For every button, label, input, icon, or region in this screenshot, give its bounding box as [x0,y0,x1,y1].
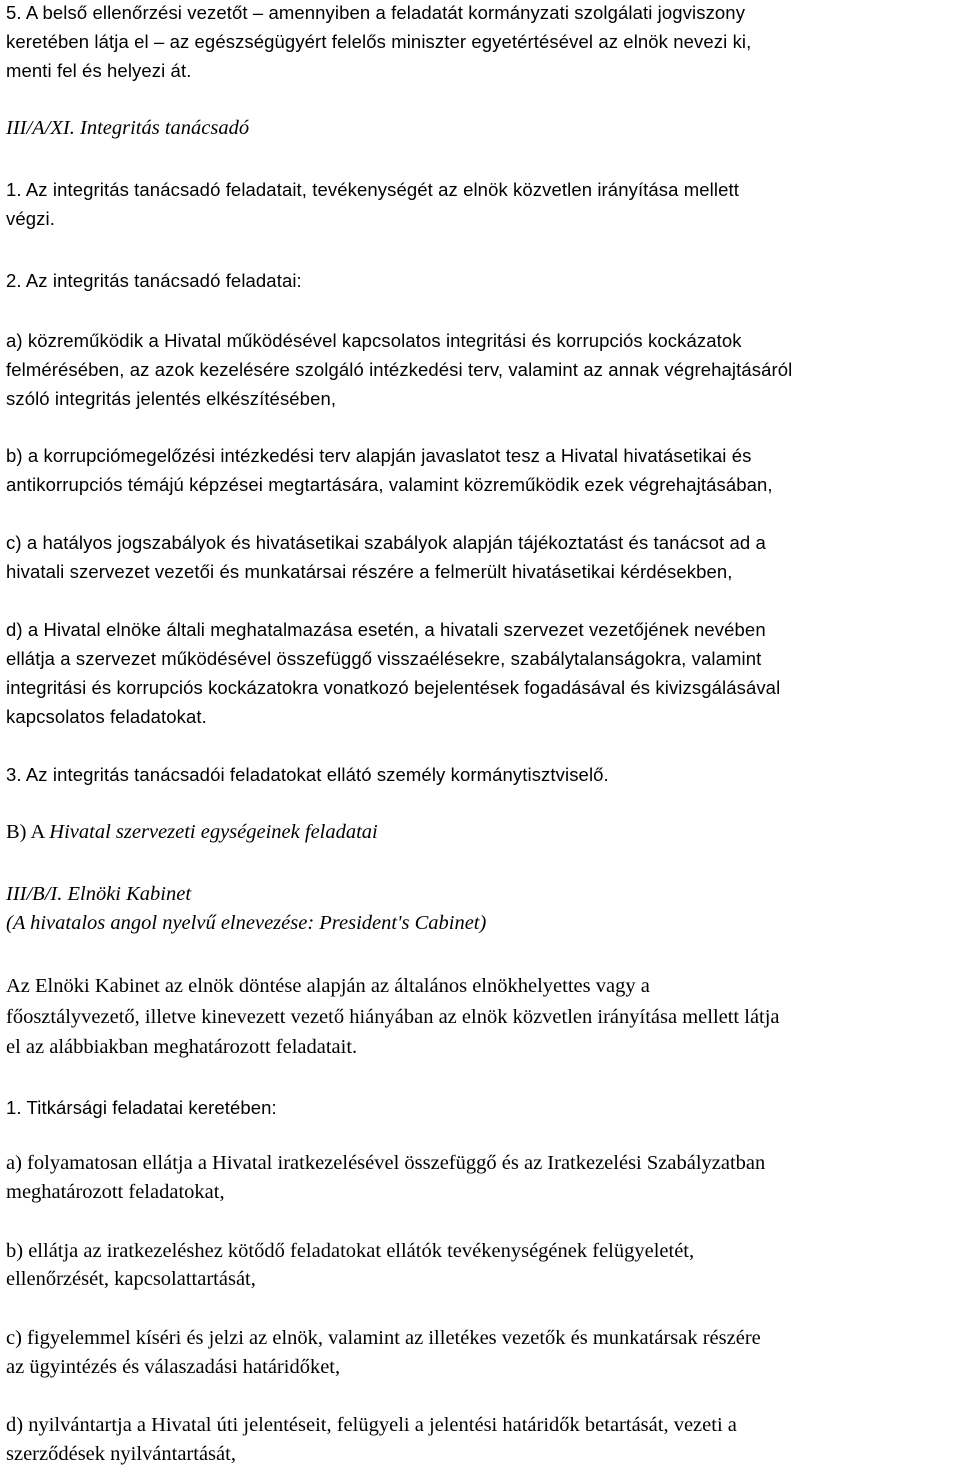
text-line: szóló integritás jelentés elkészítésében, [6,388,337,409]
text-line: c) a hatályos jogszabályok és hivatásetikai szabályok alapján tájékoztatást és tanácsot ad a [6,532,766,553]
text-line: d) a Hivatal elnöke általi meghatalmazása esetén, a hivatali szervezet vezetőjének nevében [6,619,766,640]
heading-italic: Hivatal szervezeti egységeinek feladatai [49,821,378,843]
text-line: keretében látja el – az egészségügyért felelős miniszter egyetértésével az elnök nevezi ki, [6,31,752,52]
text-line: b) a korrupciómegelőzési intézkedési terv alapján javaslatot tesz a Hivatal hivatásetikai és [6,445,752,466]
text-line: a) folyamatosan ellátja a Hivatal iratkezelésével összefüggő és az Iratkezelési Szabályzatban [6,1152,766,1174]
text-line: Az Elnöki Kabinet az elnök döntése alapján az általános elnökhelyettes vagy a [6,975,650,997]
text-line: 3. Az integritás tanácsadói feladatokat ellátó személy kormánytisztviselő. [6,764,609,785]
heading-prefix: B) A [6,821,50,843]
text-line: c) figyelemmel kíséri és jelzi az elnök, valamint az illetékes vezetők és munkatársak részére [6,1327,761,1349]
text-line: hivatali szervezet vezetői és munkatársai részére a felmerült hivatásetikai kérdésekben, [6,561,733,582]
text-line: kapcsolatos feladatokat. [6,706,207,727]
text-line: 2. Az integritás tanácsadó feladatai: [6,270,302,291]
text-line: el az alábbiakban meghatározott feladatait. [6,1036,358,1058]
text-line: menti fel és helyezi át. [6,60,192,81]
text-line: meghatározott feladatokat, [6,1181,225,1203]
section-heading: III/B/I. Elnöki Kabinet [6,883,192,905]
text-line: főosztályvezető, illetve kinevezett vezető hiányában az elnök közvetlen irányítása mellett látja [6,1006,780,1028]
text-line: a) közreműködik a Hivatal működésével kapcsolatos integritási és korrupciós kockázatok [6,330,742,351]
section-heading [6,818,378,847]
text-line: b) ellátja az iratkezeléshez kötődő feladatokat ellátók tevékenységének felügyeletét, [6,1240,695,1262]
section-heading: III/A/XI. Integritás tanácsadó [6,117,250,139]
section-subtitle: (A hivatalos angol nyelvű elnevezése: President's Cabinet) [6,912,487,934]
text-line: ellenőrzését, kapcsolattartását, [6,1268,256,1290]
text-line: szerződések nyilvántartását, [6,1443,236,1465]
text-line: d) nyilvántartja a Hivatal úti jelentéseit, felügyeli a jelentési határidők betartását, vezeti a [6,1414,737,1436]
text-line: ellátja a szervezet működésével összefüggő visszaélésekre, szabálytalanságokra, valamint [6,648,762,669]
text-line: 1. Titkársági feladatai keretében: [6,1097,277,1118]
text-line: 1. Az integritás tanácsadó feladatait, tevékenységét az elnök közvetlen irányítása mellett [6,179,739,200]
text-line: felmérésében, az azok kezelésére szolgáló intézkedési terv, valamint az annak végrehajtásáról [6,359,793,380]
text-line: antikorrupciós témájú képzései megtartására, valamint közreműködik ezek végrehajtásában, [6,474,773,495]
text-line: az ügyintézés és válaszadási határidőket, [6,1356,341,1378]
text-line: integritási és korrupciós kockázatokra vonatkozó bejelentések fogadásával és kivizsgálásával [6,677,781,698]
text-line: 5. A belső ellenőrzési vezetőt – amennyiben a feladatát kormányzati szolgálati jogviszony [6,2,746,23]
text-line: végzi. [6,208,55,229]
